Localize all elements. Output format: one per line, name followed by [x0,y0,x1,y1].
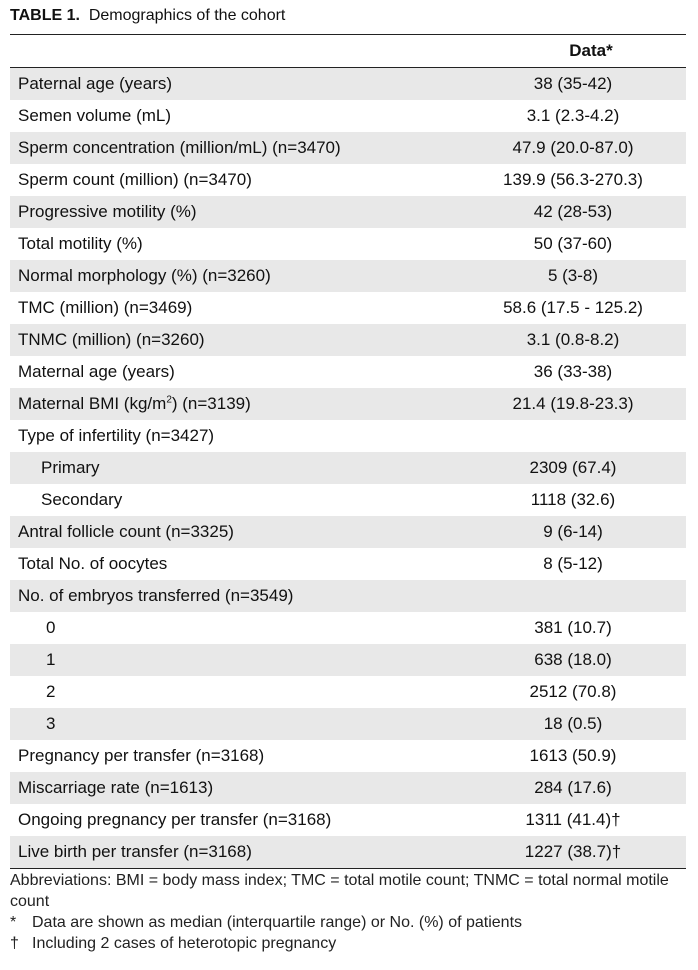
row-label [10,394,460,414]
row-value: 21.4 (19.8-23.3) [512,394,634,413]
row-label [10,362,460,382]
table-row [10,324,686,356]
row-label [10,202,460,222]
row-label-text: Sperm count (million) (n=3470) [18,170,252,189]
row-value: 5 (3-8) [547,266,599,285]
row-label-text: Sperm concentration (million/mL) (n=3470) [18,138,341,157]
table-label: TABLE 1. [10,7,80,24]
table-row [10,580,686,612]
table-row [10,708,686,740]
row-label-text: Progressive motility (%) [18,202,197,221]
row-label [10,138,460,158]
row-label [10,298,460,318]
table-row [10,804,686,836]
row-label-text: Total No. of oocytes [18,554,168,573]
table-row [10,484,686,516]
table-row [10,420,686,452]
row-label [10,170,460,190]
row-label-text: Semen volume (mL) [18,106,172,125]
table-row [10,132,686,164]
row-value: 38 (35-42) [533,74,613,93]
row-value: 58.6 (17.5 - 125.2) [503,298,643,317]
row-value: 638 (18.0) [534,650,612,669]
row-value: 3.1 (0.8-8.2) [526,330,620,349]
table-row [10,612,686,644]
row-value: 2512 (70.8) [529,682,617,701]
row-label-text: Ongoing pregnancy per transfer (n=3168) [18,810,332,829]
row-label-text: Miscarriage rate (n=1613) [18,778,214,797]
row-label [10,746,460,766]
table-row [10,196,686,228]
row-label-text: TNMC (million) (n=3260) [18,330,205,349]
row-label [10,266,460,286]
table-row [10,68,686,100]
table-row [10,356,686,388]
row-label [10,458,460,478]
row-label-text: Pregnancy per transfer (n=3168) [18,746,265,765]
row-label-suffix: ) (n=3139) [171,394,251,413]
row-label [10,586,460,606]
row-value: 1118 (32.6) [530,490,616,509]
row-label-text: 2 [46,682,56,701]
table-row [10,292,686,324]
table-footer [10,870,690,954]
row-label-text: 1 [46,650,56,669]
row-value: 284 (17.6) [534,778,612,797]
row-value: 1613 (50.9) [529,746,617,765]
row-value: 36 (33-38) [533,362,613,381]
table-row [10,228,686,260]
footnote-symbol: † [10,935,19,952]
table-row [10,772,686,804]
row-label-text: 3 [46,714,56,733]
row-value: 9 (6-14) [543,522,603,541]
table-row [10,388,686,420]
table-row [10,676,686,708]
table-row [10,164,686,196]
table-row [10,548,686,580]
row-label-text: 0 [46,618,56,637]
row-label-text: Maternal age (years) [18,362,175,381]
table-row [10,836,686,868]
row-value: 2309 (67.4) [529,458,617,477]
row-label [10,330,460,350]
row-value: 50 (37-60) [533,234,613,253]
demographics-table [10,34,686,869]
abbreviations-note: Abbreviations: BMI = body mass index; TMC = total motile count; TNMC = total normal motile count [10,872,669,910]
row-value: 3.1 (2.3-4.2) [526,106,620,125]
row-label-text: Primary [41,458,100,477]
row-value: 47.9 (20.0-87.0) [512,138,634,157]
row-label [10,74,460,94]
row-label-text: Normal morphology (%) (n=3260) [18,266,271,285]
row-label [10,522,460,542]
row-value: 8 (5-12) [543,554,603,573]
row-value: 381 (10.7) [534,618,612,637]
row-label [10,106,460,126]
table-header-row [10,35,686,68]
row-label-superscript: 2 [166,394,172,406]
row-label [10,618,460,638]
footnote-text: Including 2 cases of heterotopic pregnancy [32,935,337,952]
row-label-text: Maternal BMI (kg/m [18,394,167,413]
footnote-data [10,912,690,933]
row-value: 1311 (41.4)† [525,810,621,829]
footnote-heterotopic [10,933,690,954]
table-title: Demographics of the cohort [88,7,286,24]
row-label [10,682,460,702]
table-row [10,100,686,132]
row-label [10,234,460,254]
table-row [10,452,686,484]
row-value: 42 (28-53) [533,202,613,221]
table-caption [10,6,285,26]
row-label [10,810,460,830]
row-label-text: Antral follicle count (n=3325) [18,522,234,541]
row-label-text: No. of embryos transferred (n=3549) [18,586,294,605]
row-label [10,714,460,734]
row-label [10,490,460,510]
row-label [10,650,460,670]
table-row [10,516,686,548]
table-row [10,644,686,676]
row-value: 1227 (38.7)† [524,842,622,861]
header-data-cell: Data* [569,41,613,60]
table-row [10,260,686,292]
table-body [10,68,686,868]
row-label-text: TMC (million) (n=3469) [18,298,193,317]
row-label [10,842,460,862]
row-label-text: Total motility (%) [18,234,143,253]
table-row [10,740,686,772]
row-label [10,554,460,574]
footnote-symbol: * [10,914,17,931]
row-value: 18 (0.5) [543,714,603,733]
row-label [10,778,460,798]
footnote-text: Data are shown as median (interquartile range) or No. (%) of patients [32,914,523,931]
row-label-text: Live birth per transfer (n=3168) [18,842,252,861]
row-label [10,426,460,446]
row-label-text: Paternal age (years) [18,74,173,93]
row-label-text: Type of infertility (n=3427) [18,426,215,445]
row-value: 139.9 (56.3-270.3) [503,170,643,189]
row-label-text: Secondary [41,490,123,509]
